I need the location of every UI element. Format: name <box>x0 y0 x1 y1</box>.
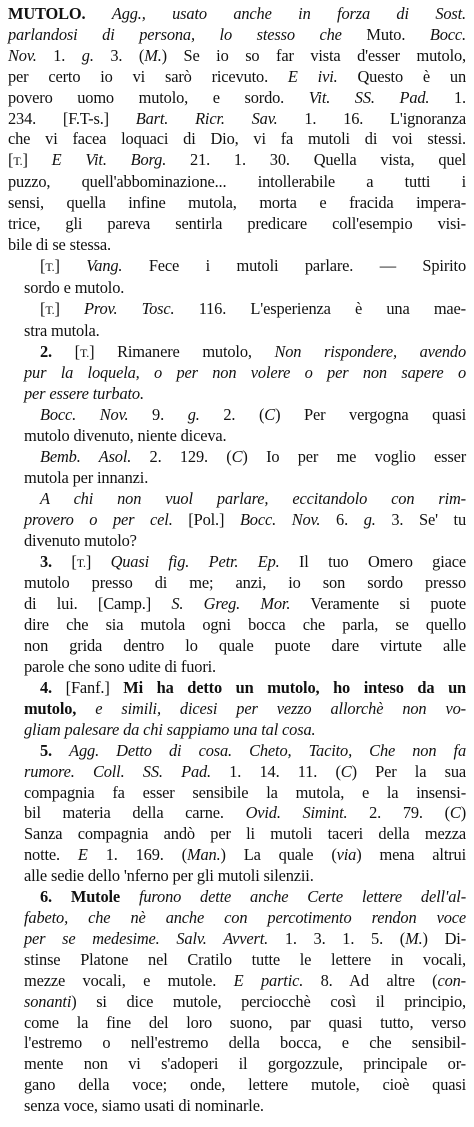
italic-text: M. <box>405 928 423 948</box>
text-line <box>8 299 466 321</box>
text-run: [ <box>40 298 46 318</box>
text-line <box>8 887 466 908</box>
text-run: 21. 1. 30. Quella vista, quel <box>166 150 466 170</box>
text-run: 234. [F.T-s.] <box>8 108 136 128</box>
text-run: 1. <box>36 45 82 65</box>
italic-text: E Vit. Borg. <box>51 150 167 170</box>
italic-text: E partic. <box>233 970 304 990</box>
italic-text: Agg., usato anche in forza di Sost. <box>111 4 466 23</box>
italic-text: g. <box>187 405 200 425</box>
text-run: puzzo, quell'abbominazione... intollerabile a tutti i <box>8 172 466 192</box>
text-run: trice, gli pareva sentirla predicare coll'esempio visi- <box>8 214 466 234</box>
entry-paragraph-def <box>8 4 466 256</box>
text-run: ) Se io so far vista d'esser mutolo, <box>161 45 466 65</box>
entry-paragraph-s3 <box>8 552 466 678</box>
small-caps-text: T. <box>80 345 90 360</box>
italic-text: E ivi. <box>287 66 338 86</box>
italic-text: E <box>77 845 88 865</box>
text-line <box>8 783 466 804</box>
text-run: divenuto mutolo? <box>24 530 137 550</box>
text-run: mutolo divenuto, niente diceva. <box>24 426 227 446</box>
text-line <box>8 552 466 574</box>
text-run: ] Rimanere mutolo, <box>89 341 275 361</box>
text-line <box>8 193 466 214</box>
text-line <box>8 172 466 193</box>
text-line <box>8 67 466 88</box>
text-run: ) La quale ( <box>220 845 337 865</box>
text-line <box>8 256 466 278</box>
italic-text: sonanti <box>24 991 72 1011</box>
text-line <box>8 929 466 950</box>
small-caps-text: T. <box>45 259 55 274</box>
text-line <box>8 762 466 783</box>
text-line <box>8 109 466 130</box>
bold-text: 4. <box>40 678 52 697</box>
text-run: 3. Se' tu <box>375 509 467 529</box>
text-line <box>8 594 466 615</box>
text-line <box>8 615 466 636</box>
text-run: ) Per vergogna quasi <box>275 405 466 425</box>
italic-text: Vang. <box>86 255 123 275</box>
text-run <box>76 699 95 718</box>
entry-paragraph-chi <box>8 489 466 552</box>
bold-text: 2. <box>40 341 52 361</box>
text-run: parole che sono udite di fuori. <box>24 657 216 677</box>
entry-paragraph-s6 <box>8 887 466 1117</box>
text-run: 6. <box>320 509 364 529</box>
text-run <box>52 887 71 906</box>
text-run: Sanza compagnia andò per li mutoli taceri della mezza <box>24 824 466 844</box>
text-run <box>52 741 69 760</box>
text-run: come la fine del loro suono, par quasi tutto, verso <box>24 1012 466 1032</box>
text-run: stinse Platone nel Cratilo tutte le lettere in vocali, <box>24 949 466 969</box>
text-run: 8. Ad altre ( <box>303 970 438 990</box>
text-run: [ <box>8 150 14 170</box>
italic-text: Man. <box>186 845 221 865</box>
italic-text: C <box>340 761 352 781</box>
entry-paragraph-bocc <box>8 405 466 447</box>
italic-text: gliam palesare da chi sappiamo una tal cosa. <box>24 719 316 739</box>
text-line <box>8 531 466 552</box>
text-run: Veramente si puote <box>290 594 466 614</box>
text-run: 1. 14. 11. ( <box>211 761 341 781</box>
text-run: Questo è un <box>337 66 466 86</box>
text-run: ) si dice mutole, perciocchè così il principio, <box>71 991 466 1011</box>
bold-text: Mi ha detto un mutolo, ho inteso da un <box>123 678 467 697</box>
italic-text: C <box>449 803 461 823</box>
text-run: ) Di- <box>422 928 466 948</box>
text-run: dire che sia mutola ogni bocca che parla, se quello <box>24 615 466 635</box>
entry-paragraph-bemb <box>8 447 466 489</box>
text-line <box>8 1075 466 1096</box>
entry-paragraph-s4 <box>8 678 466 741</box>
text-line <box>8 1033 466 1054</box>
text-run: 2. ( <box>199 405 265 425</box>
text-line <box>8 129 466 150</box>
small-caps-text: T. <box>13 154 23 169</box>
italic-text: parlandosi di persona, lo stesso che <box>8 24 342 44</box>
italic-text: per se medesime. Salv. Avvert. <box>24 928 269 948</box>
text-line <box>8 678 466 699</box>
italic-text: Bocc. <box>429 24 466 44</box>
text-run: ] <box>85 551 111 571</box>
text-run: 2. 129. ( <box>131 447 232 467</box>
text-run: mutolo presso di me; anzi, io son sordo presso <box>24 573 466 593</box>
text-line <box>8 1054 466 1075</box>
text-run: ) <box>460 803 466 823</box>
text-line <box>8 992 466 1013</box>
text-run: [Pol.] <box>172 509 240 529</box>
italic-text: Non rispondere, avendo <box>274 341 467 361</box>
italic-text: Bocc. Nov. <box>239 509 321 529</box>
italic-text: con- <box>437 970 466 990</box>
italic-text: Ovid. Simint. <box>245 803 348 823</box>
italic-text: Vit. SS. Pad. <box>308 87 430 107</box>
text-run: alle sedie dello 'nferno per gli mutoli silenzii. <box>24 866 314 886</box>
text-run: mezze vocali, e mutole. <box>24 970 234 990</box>
italic-text: furono dette anche Certe lettere dell'al- <box>138 887 467 907</box>
italic-text: e simili, dicesi per vezzo allorchè non vo- <box>95 698 466 718</box>
italic-text: fabeto, che nè anche con percotimento rendon voce <box>24 907 466 927</box>
text-line <box>8 971 466 992</box>
italic-text: provero o per cel. <box>24 509 173 529</box>
italic-text: Bemb. Asol. <box>40 447 132 467</box>
entry-paragraph-prov <box>8 299 466 342</box>
text-run: non grida dentro lo quale puote dare virtute alle <box>24 636 466 656</box>
text-line <box>8 824 466 845</box>
text-line <box>8 741 466 762</box>
italic-text: g. <box>363 509 376 529</box>
text-line <box>8 46 466 67</box>
text-line <box>8 25 466 46</box>
italic-text: A chi non vuol parlare, eccitandolo con rim- <box>40 488 466 508</box>
italic-text: Quasi fig. Petr. Ep. <box>110 551 280 571</box>
text-run: notte. <box>24 845 78 865</box>
text-run: Il tuo Omero giace <box>279 551 466 571</box>
text-run: ] <box>54 298 85 318</box>
italic-text: M. <box>144 45 162 65</box>
text-run: ) mena altrui <box>356 845 466 865</box>
text-run: bil materia della carne. <box>24 803 246 823</box>
italic-text: Nov. <box>8 45 37 65</box>
italic-text: per essere turbato. <box>24 384 144 404</box>
text-line <box>8 699 466 720</box>
text-run: [ <box>52 341 80 361</box>
text-run: stra mutola. <box>24 320 100 340</box>
text-run: sensi, quella infine mutola, morta e fracida impera- <box>8 193 466 213</box>
text-run: 2. 79. ( <box>347 803 450 823</box>
text-line <box>8 342 466 364</box>
small-caps-text: T. <box>76 555 86 570</box>
text-line <box>8 636 466 657</box>
text-line <box>8 657 466 678</box>
italic-text: Prov. Tosc. <box>84 298 175 318</box>
italic-text: C <box>231 447 243 467</box>
text-run: [ <box>40 255 46 275</box>
text-line <box>8 384 466 405</box>
italic-text: Bocc. Nov. <box>40 405 129 425</box>
text-run: Muto. <box>341 24 430 44</box>
text-line <box>8 468 466 489</box>
text-run: per certo io vi sarò ricevuto. <box>8 66 288 86</box>
text-run: sordo e mutolo. <box>24 277 125 297</box>
small-caps-text: T. <box>45 302 55 317</box>
text-line <box>8 1096 466 1117</box>
text-run: mutola per innanzi. <box>24 467 149 487</box>
text-run: 1. 169. ( <box>87 845 187 865</box>
text-run: [Fanf.] <box>52 678 124 697</box>
text-line <box>8 405 466 426</box>
italic-text: S. Greg. Mor. <box>171 594 291 614</box>
text-run: 1. 16. L'ignoranza <box>277 108 466 128</box>
text-line <box>8 573 466 594</box>
italic-text: g. <box>81 45 94 65</box>
text-run: ] <box>22 150 52 170</box>
text-line <box>8 720 466 741</box>
text-run: compagnia fa esser sensibile la mutola, e la insensi- <box>24 782 466 802</box>
text-line <box>8 363 466 384</box>
text-run: mente non vi s'adoperi il gorgozzule, principale or- <box>24 1054 466 1074</box>
text-run: ) Io per me voglio esser <box>242 447 466 467</box>
text-line <box>8 489 466 510</box>
italic-text: rumore. Coll. SS. Pad. <box>24 761 211 781</box>
text-line <box>8 908 466 929</box>
text-run: [ <box>52 551 77 571</box>
text-line <box>8 803 466 824</box>
text-line <box>8 1013 466 1034</box>
italic-text: C <box>264 405 276 425</box>
text-run: di lui. [Camp.] <box>24 594 172 614</box>
text-line <box>8 278 466 299</box>
text-run: bile di se stessa. <box>8 234 111 254</box>
text-run: povero uomo mutolo, e sordo. <box>8 87 309 107</box>
text-line <box>8 447 466 468</box>
text-line <box>8 845 466 866</box>
italic-text: pur la loquela, o per non volere o per non sapere o <box>24 363 466 383</box>
text-run: 9. <box>128 405 188 425</box>
text-line <box>8 235 466 256</box>
text-line <box>8 150 466 172</box>
text-line <box>8 88 466 109</box>
text-run: 3. ( <box>93 45 145 65</box>
text-line <box>8 214 466 235</box>
italic-text: Agg. Detto di cosa. Cheto, Tacito, Che non fa <box>69 740 466 760</box>
text-run: 116. L'esperienza è una mae- <box>174 298 466 318</box>
text-run: gano della voce; onde, lettere mutole, cioè quasi <box>24 1075 466 1095</box>
text-line <box>8 950 466 971</box>
text-line <box>8 4 466 25</box>
text-run: 1. <box>429 87 467 107</box>
entry-paragraph-vang <box>8 256 466 299</box>
text-line <box>8 321 466 342</box>
entry-paragraph-s2 <box>8 342 466 406</box>
text-run: Fece i mutoli parlare. — Spirito <box>122 255 466 275</box>
bold-text: 6. <box>40 887 52 907</box>
entry-paragraph-s5 <box>8 741 466 887</box>
bold-text: 5. <box>40 740 52 760</box>
italic-text: Bart. Ricr. Sav. <box>135 108 278 128</box>
italic-text: via <box>336 845 357 865</box>
text-line <box>8 426 466 447</box>
bold-text: MUTOLO. <box>8 4 86 23</box>
text-run: ] <box>54 255 87 275</box>
bold-text: Mutole <box>70 887 121 907</box>
text-run: 1. 3. 1. 5. ( <box>268 928 406 948</box>
text-run <box>120 887 139 906</box>
text-run: ) Per la sua <box>351 761 466 781</box>
text-run: l'estremo o nell'estremo della bocca, e che sensibil- <box>24 1033 466 1053</box>
text-line <box>8 510 466 531</box>
text-run <box>85 4 111 23</box>
bold-text: 3. <box>40 551 52 571</box>
text-run: senza voce, siamo usati di nominarle. <box>24 1096 264 1116</box>
text-run: che vi facea loquaci di Dio, vi fa mutoli di voi stessi. <box>8 129 466 149</box>
bold-text: mutolo, <box>24 698 77 718</box>
text-line <box>8 866 466 887</box>
